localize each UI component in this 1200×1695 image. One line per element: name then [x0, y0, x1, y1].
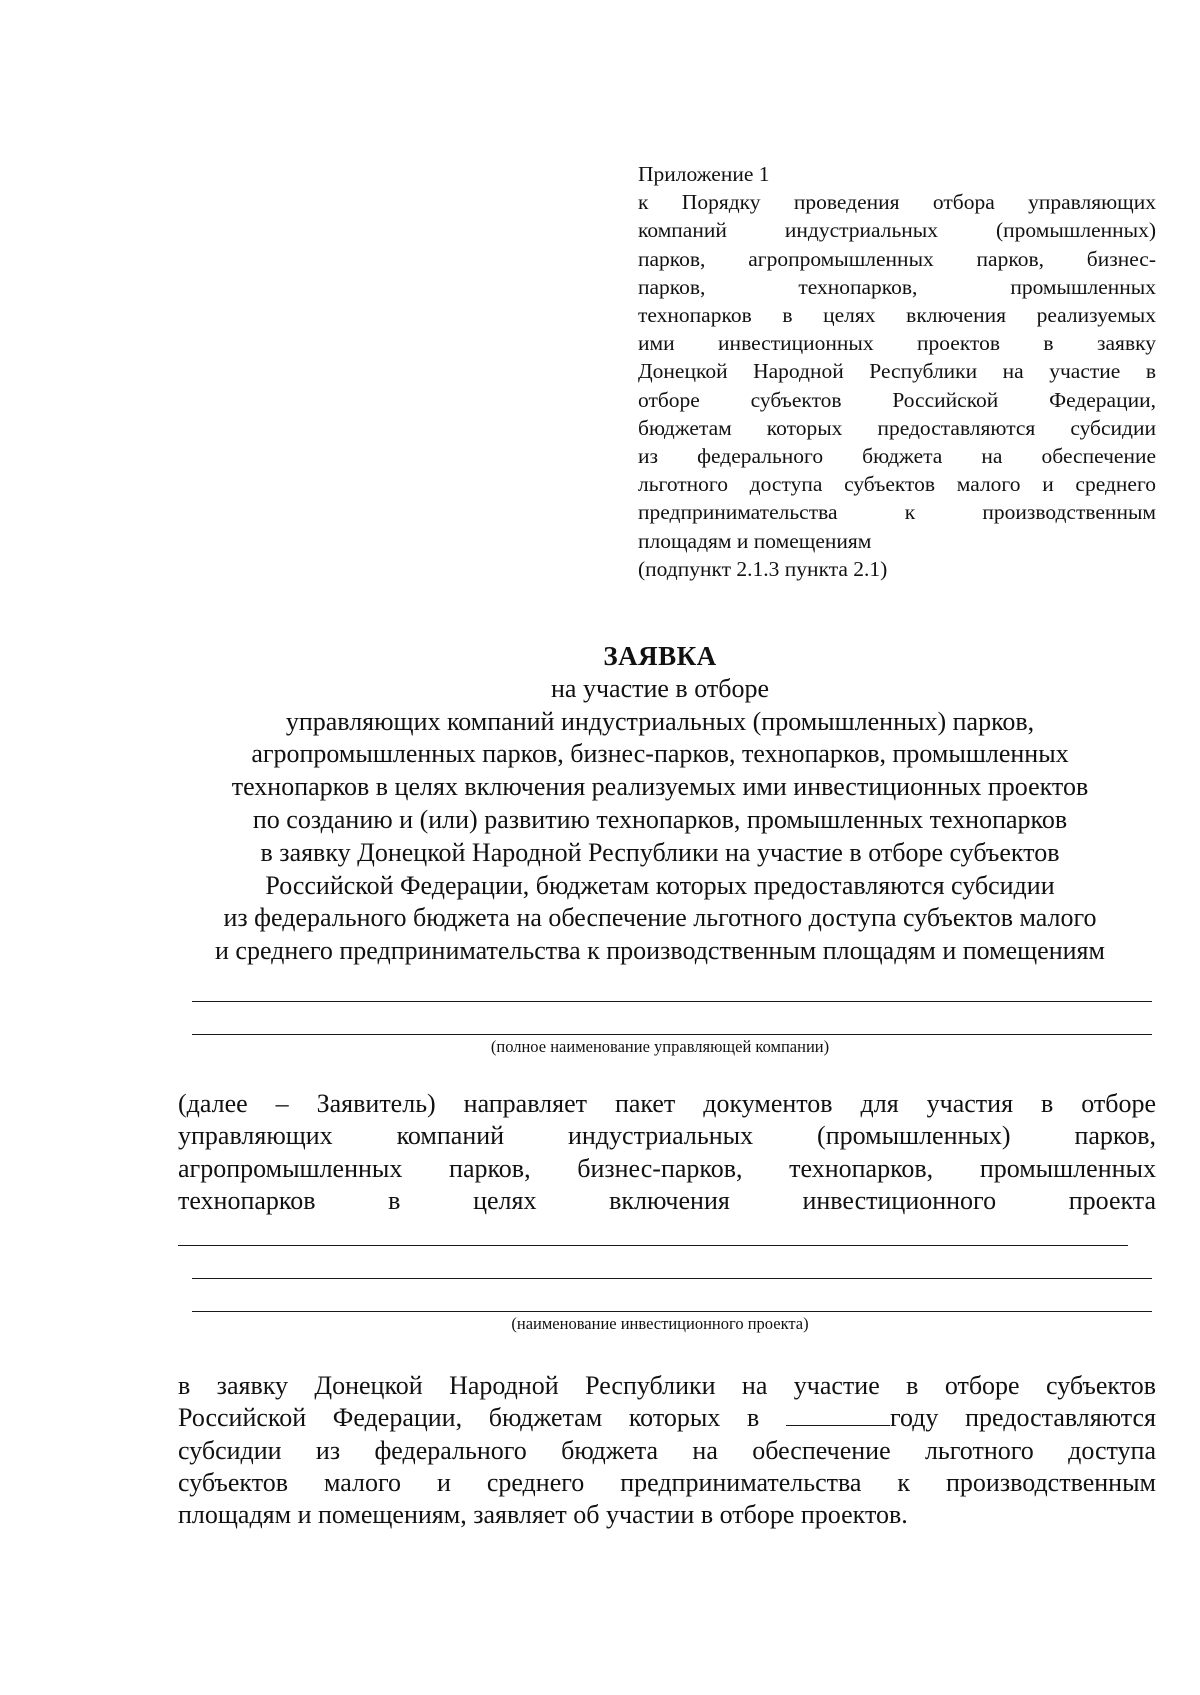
appendix-line: льготного доступа субъектов малого и среднего [638, 472, 1156, 497]
paragraph-text: году предоставляются [889, 1403, 1156, 1433]
year-blank-field[interactable] [786, 1403, 890, 1426]
heading-line: технопарков в целях включения реализуемых ими инвестиционных проектов [231, 772, 1089, 802]
document-title: ЗАЯВКА [603, 641, 717, 671]
appendix-line: (подпункт 2.1.3 пункта 2.1) [638, 556, 888, 581]
paragraph-line: (далее – Заявитель) направляет пакет документов для участия в отборе [178, 1089, 1156, 1118]
appendix-line: Донецкой Народной Республики на участие в [638, 359, 1156, 384]
paragraph-line: субъектов малого и среднего предпринимательства к производственным [178, 1467, 1156, 1497]
heading-line: Российской Федерации, бюджетам которых предоставляются субсидии [265, 870, 1055, 900]
paragraph-line: субсидии из федерального бюджета на обеспечение льготного доступа [178, 1435, 1156, 1465]
paragraph-text: Российской Федерации, бюджетам которых в [178, 1403, 786, 1433]
appendix-line: площадям и помещениям [638, 528, 872, 553]
appendix-line: предпринимательства к производственным [638, 500, 1156, 525]
company-name-caption: (полное наименование управляющей компании) [490, 1037, 830, 1056]
application-paragraph [178, 1370, 1156, 1531]
appendix-block [638, 160, 1156, 583]
paragraph-line [178, 1402, 1156, 1434]
paragraph-line: площадям и помещениям, заявляет об участии в отборе проектов. [178, 1500, 908, 1530]
project-name-line[interactable] [192, 1311, 1152, 1312]
document-heading [160, 640, 1160, 968]
project-name-line[interactable] [178, 1245, 1128, 1246]
paragraph-line: в заявку Донецкой Народной Республики на участие в отборе субъектов [178, 1371, 1156, 1400]
appendix-line: парков, технопарков, промышленных [638, 274, 1156, 299]
appendix-line: из федерального бюджета на обеспечение [638, 444, 1156, 469]
heading-line: на участие в отборе [551, 673, 769, 703]
paragraph-line: агропромышленных парков, бизнес-парков, технопарков, промышленных [178, 1153, 1156, 1183]
heading-line: и среднего предпринимательства к производственным площадям и помещениям [215, 936, 1105, 966]
appendix-line: технопарков в целях включения реализуемых [638, 303, 1156, 328]
appendix-line: компаний индустриальных (промышленных) [638, 218, 1156, 243]
heading-line: в заявку Донецкой Народной Республики на участие в отборе субъектов [260, 837, 1060, 867]
appendix-line: парков, агропромышленных парков, бизнес- [638, 246, 1156, 271]
appendix-line: отборе субъектов Российской Федерации, [638, 387, 1156, 412]
heading-line: агропромышленных парков, бизнес-парков, технопарков, промышленных [251, 739, 1069, 769]
applicant-paragraph [178, 1088, 1156, 1217]
paragraph-line: управляющих компаний индустриальных (промышленных) парков, [178, 1121, 1156, 1151]
heading-line: из федерального бюджета на обеспечение льготного доступа субъектов малого [223, 903, 1097, 933]
heading-line: управляющих компаний индустриальных (промышленных) парков, [285, 706, 1035, 736]
appendix-line: Приложение 1 [638, 162, 770, 186]
company-name-line[interactable] [192, 1001, 1152, 1002]
heading-line: по созданию и (или) развитию технопарков, промышленных технопарков [252, 804, 1068, 834]
paragraph-line: технопарков в целях включения инвестиционного проекта [178, 1185, 1156, 1215]
project-name-caption: (наименование инвестиционного проекта) [511, 1314, 809, 1333]
appendix-line: ими инвестиционных проектов в заявку [638, 331, 1156, 356]
company-name-line[interactable] [192, 1034, 1152, 1035]
appendix-line: к Порядку проведения отбора управляющих [638, 190, 1156, 215]
appendix-line: бюджетам которых предоставляются субсидии [638, 415, 1156, 440]
project-name-line[interactable] [192, 1278, 1152, 1279]
